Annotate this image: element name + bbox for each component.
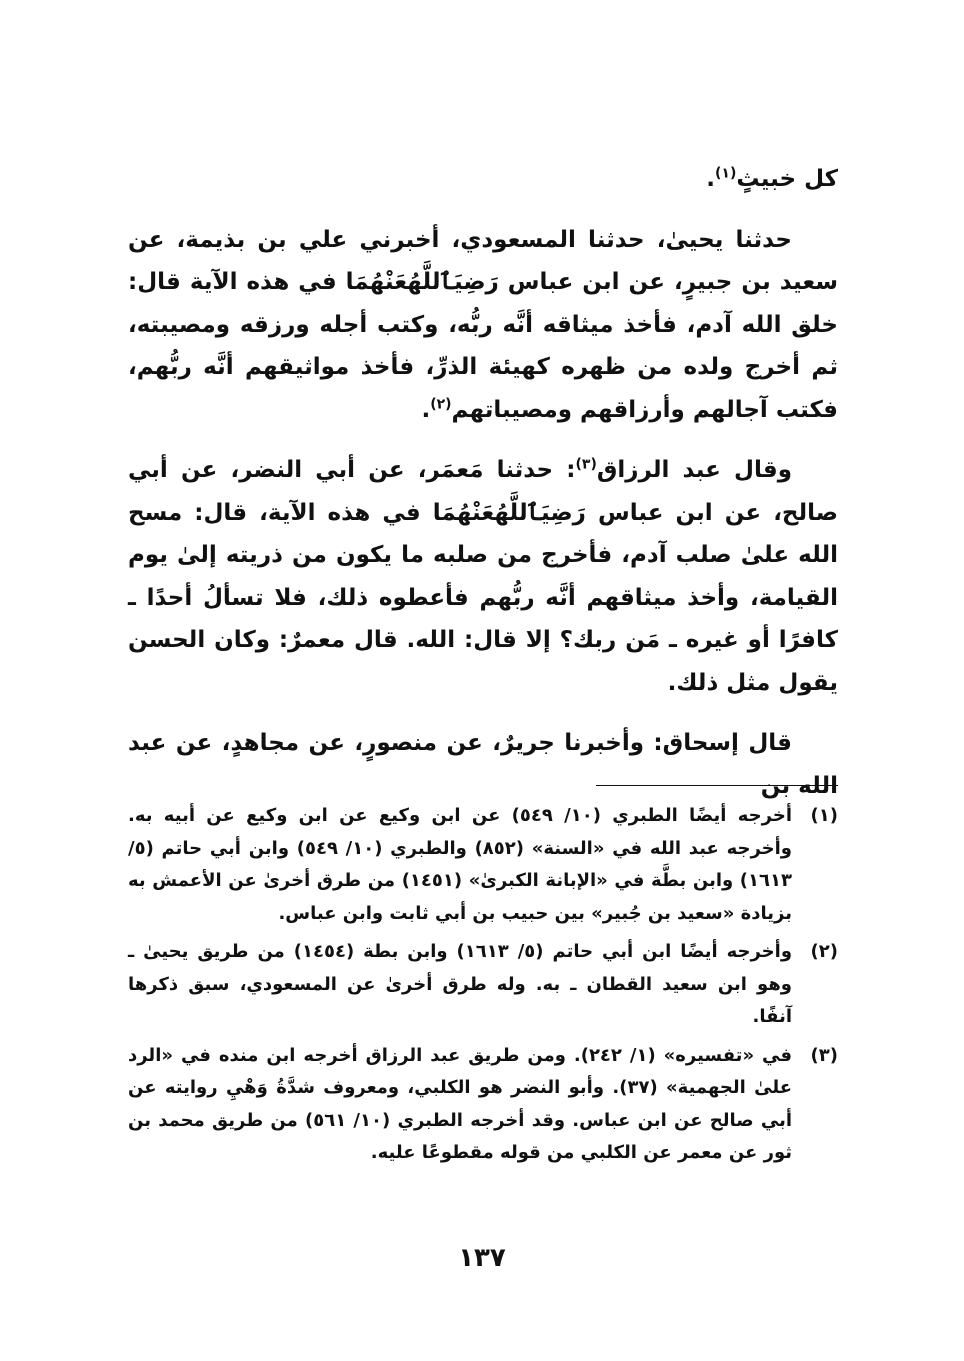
footnote-1-number: (١) — [810, 805, 838, 826]
paragraph-1-text: كل خبيثٍ — [736, 166, 838, 192]
paragraph-3 — [128, 449, 838, 704]
footnote-ref-1[interactable]: (١) — [715, 165, 737, 182]
paragraph-1 — [128, 158, 838, 201]
footnote-2-text: وأخرجه أيضًا ابن أبي حاتم (٥/ ١٦١٣) وابن بطة (١٤٥٤) من طريق يحيىٰ ـ وهو ابن سعيد القطان ـ به. وله طرق أخرىٰ عن المسعودي، سبق ذكرها آنفًا. — [128, 941, 793, 1027]
footnote-2 — [128, 936, 838, 1034]
paragraph-4-text: قال إسحاق: وأخبرنا جريرٌ، عن منصورٍ، عن مجاهدٍ، عن عبد الله بن — [128, 730, 838, 799]
paragraph-2-end: . — [421, 396, 431, 423]
footnote-ref-3[interactable]: (٣) — [575, 456, 597, 473]
footnote-3-number: (٣) — [810, 1044, 838, 1066]
page-number: ١٣٧ — [458, 1243, 506, 1273]
paragraph-2 — [128, 219, 838, 432]
paragraph-2-text: حدثنا يحيىٰ، حدثنا المسعودي، أخبرني علي بن بذيمة، عن سعيد بن جبيرٍ، عن ابن عباس رَضِيَٱللَّهُعَنْهُمَا في هذه الآية قال: خلق الله آدم، فأخذ ميثاقه أنَّه ربُّه، وكتب أجله ورزقه ومصيبته، ثم أخرج ولده من ظهره كهيئة الذرِّ، فأخذ مواثيقهم أنَّه ربُّهم، فكتب آجالهم وأرزاقهم ومصيباتهم — [128, 226, 838, 423]
paragraph-3-text: : حدثنا مَعمَر، عن أبي النضر، عن أبي صالح، عن ابن عباس رَضِيَٱللَّهُعَنْهُمَا في هذه الآية، قال: مسح الله علىٰ صلب آدم، فأخرج من صلبه ما يكون من ذريته إلىٰ يوم القيامة، وأخذ ميثاقهم أنَّه ربُّهم فأعطوه ذلك، فلا تسألُ أحدًا ـ كافرًا أو غيره ـ مَن ربك؟ إلا قال: الله. قال معمرٌ: وكان الحسن يقول مثل ذلك. — [128, 457, 838, 696]
main-text — [128, 158, 838, 807]
footnote-divider — [596, 785, 838, 786]
footnote-3-text: في «تفسيره» (١/ ٢٤٢). ومن طريق عبد الرزاق أخرجه ابن منده في «الرد علىٰ الجهمية» (٣٧). وأبو النضر هو الكلبي، ومعروف شدَّةُ وَهْيِ روايته عن أبي صالح عن ابن عباس. وقد أخرجه الطبري (١٠/ ٥٦١) من طريق محمد بن ثور عن معمر عن الكلبي من قوله مقطوعًا عليه. — [128, 1044, 793, 1163]
footnotes — [128, 800, 838, 1176]
footnote-1 — [128, 800, 838, 930]
paragraph-1-end: . — [706, 166, 716, 192]
footnote-ref-2[interactable]: (٢) — [430, 395, 452, 412]
footnote-1-text: أخرجه أيضًا الطبري (١٠/ ٥٤٩) عن ابن وكيع عن ابن وكيع عن أبيه به. وأخرجه عبد الله في «السنة» (٨٥٢) والطبري (١٠/ ٥٤٩) وابن أبي حاتم (٥/ ١٦١٣) وابن بطَّة في «الإبانة الكبرىٰ» (١٤٥١) من طرق أخرىٰ عن الأعمش به بزيادة «سعيد بن جُبير» بين حبيب بن أبي ثابت وابن عباس. — [128, 805, 792, 924]
paragraph-4 — [128, 722, 838, 807]
footnote-2-number: (٢) — [810, 941, 838, 962]
footnote-3 — [128, 1040, 838, 1170]
paragraph-3-start: وقال عبد الرزاق — [596, 457, 792, 483]
